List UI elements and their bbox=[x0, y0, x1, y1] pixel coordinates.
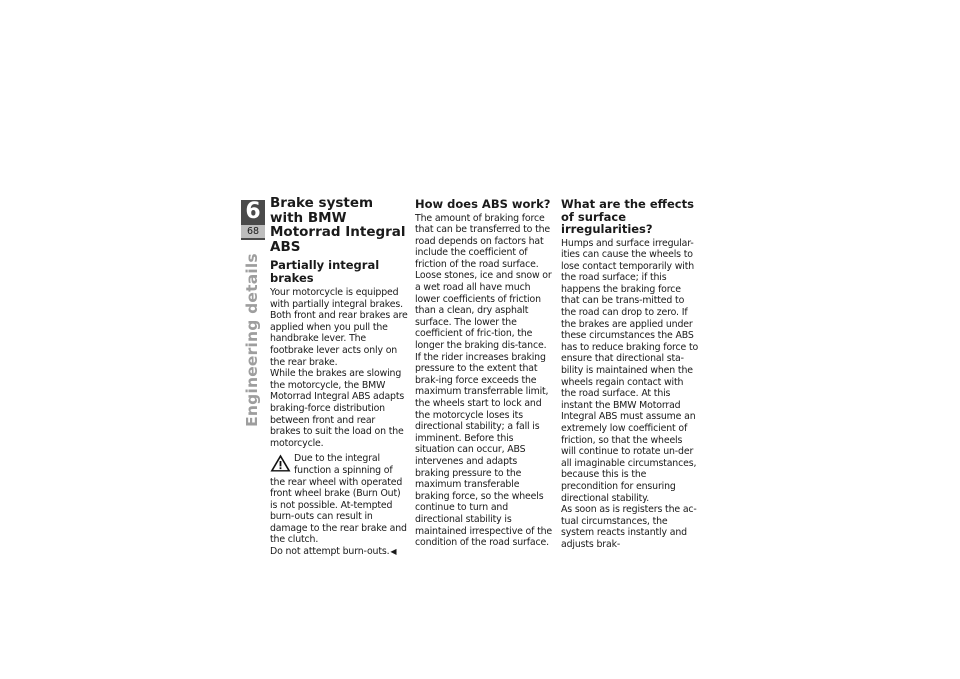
subsection-title: Partially integral brakes bbox=[270, 258, 380, 285]
chapter-number: 6 bbox=[245, 199, 261, 224]
column-1 bbox=[270, 196, 408, 558]
page-number: 68 bbox=[241, 225, 265, 238]
paragraph: While the brakes are slowing the motorcycle, the BMW Motorrad Integral ABS adapts braking-force distribution between front and rear brakes to suit the load on the motorcycle. bbox=[270, 368, 405, 449]
paragraph: Your motorcycle is equipped with partially integral brakes. Both front and rear brakes are applied when you pull the handbrake lever. The footbrake lever acts only on the rear brake. bbox=[270, 287, 408, 368]
section-heading: What are the effects of surface irregularities? bbox=[561, 197, 694, 236]
paragraph: As soon as is registers the ac-tual circumstances, the system reacts instantly and adjusts brak- bbox=[561, 504, 697, 550]
section-heading: How does ABS work? bbox=[415, 197, 551, 211]
warning-triangle-icon bbox=[270, 454, 291, 472]
column-3 bbox=[561, 196, 699, 551]
section-title: Brake system with BMW Motorrad Integral ABS bbox=[270, 195, 406, 255]
warning-note bbox=[270, 453, 408, 557]
warning-end-line bbox=[270, 546, 408, 558]
warning-end-text: Do not attempt burn-outs. bbox=[270, 546, 390, 558]
paragraph: The amount of braking force that can be transferred to the road depends on factors hat include the coefficient of friction of the road surface. Loose stones, ice and snow or a wet road all have much lower coefficients of friction than a clean, dry asphalt surface. The lower the coefficient of fric-tion, the longer the braking dis-tance. bbox=[415, 212, 552, 352]
warning-text: Due to the integral function a spinning of the rear wheel with operated front wheel brake (Burn Out) is not possible. At-tempted burn-outs can result in damage to the rear brake and the clutch. bbox=[270, 453, 407, 546]
paragraph: If the rider increases braking pressure to the extent that brak-ing force exceeds the maximum transferrable limit, the wheels start to lock and the motorcycle loses its directional stability; a fall is imminent. Before this situation can occur, ABS intervenes and adapts braking pressure to the maximum transferable braking force, so the wheels continue to turn and directional stability is maintained irrespective of the condition of the road surface. bbox=[415, 351, 553, 549]
chapter-side-label: Engineering details bbox=[243, 253, 261, 427]
end-mark-icon: ◀ bbox=[390, 547, 397, 557]
paragraph: Humps and surface irregular-ities can cause the wheels to lose contact temporarily with the road surface; if this happens the braking force that can be trans-mitted to the road can drop to zero. If the brakes are applied under these circumstances the ABS has to reduce braking force to ensure that directional sta-bility is maintained when the wheels regain contact with the road surface. At this instant the BMW Motorrad Integral ABS must assume an extremely low coefficient of friction, so that the wheels will continue to rotate un-der all imaginable circumstances, because this is the precondition for ensuring directional stability. bbox=[561, 237, 699, 504]
chapter-tab bbox=[241, 200, 265, 240]
column-2 bbox=[415, 196, 553, 549]
